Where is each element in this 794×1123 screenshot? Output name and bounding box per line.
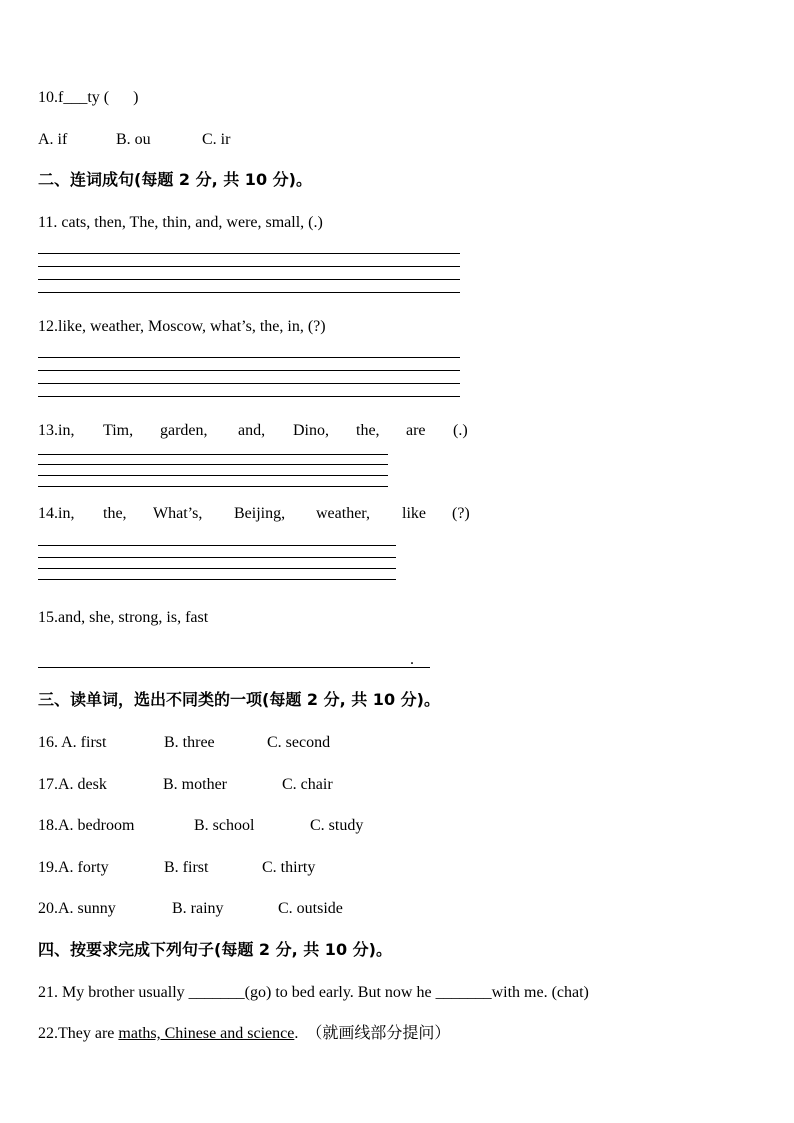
q14-word: What’s, (153, 505, 203, 522)
section-2-heading: 二、连词成句(每题 2 分, 共 10 分)。 (38, 170, 312, 189)
q13-writing-line[interactable] (38, 454, 388, 455)
q11-writing-line[interactable] (38, 253, 460, 254)
q11-prompt: 11. cats, then, The, thin, and, were, small, (.) (38, 214, 323, 231)
q13-writing-line[interactable] (38, 464, 388, 465)
q21-text: 21. My brother usually (38, 984, 189, 1001)
section-3-heading: 三、读单词，选出不同类的一项(每题 2 分, 共 10 分)。 (38, 690, 440, 709)
q14-word: weather, (316, 505, 370, 522)
q10-option-a: A. if (38, 131, 68, 148)
q12-prompt: 12.like, weather, Moscow, what’s, the, in, (?) (38, 318, 326, 335)
section-4-heading: 四、按要求完成下列句子(每题 2 分, 共 10 分)。 (38, 940, 392, 959)
q13-writing-line[interactable] (38, 475, 388, 476)
q18-option-c: C. study (310, 817, 364, 834)
q19-option-a: 19.A. forty (38, 859, 109, 876)
q22-underlined-part: maths, Chinese and science (118, 1025, 295, 1042)
q14-writing-line[interactable] (38, 579, 396, 580)
q13-word: garden, (160, 422, 208, 439)
q16-option-c: C. second (267, 734, 331, 751)
q12-writing-line[interactable] (38, 396, 460, 397)
q12-writing-line[interactable] (38, 370, 460, 371)
q18-option-a: 18.A. bedroom (38, 817, 135, 834)
q19-option-c: C. thirty (262, 859, 316, 876)
q15-answer-line[interactable] (38, 667, 430, 668)
q14-word: the, (103, 505, 127, 522)
q22-text: 22.They are (38, 1025, 119, 1042)
q11-writing-line[interactable] (38, 266, 460, 267)
q22-sentence (38, 1025, 450, 1043)
q12-writing-line[interactable] (38, 383, 460, 384)
q11-writing-line[interactable] (38, 279, 460, 280)
q12-writing-line[interactable] (38, 357, 460, 358)
q21-sentence (38, 984, 589, 1002)
q15-end-mark: . (410, 651, 414, 668)
q14-writing-line[interactable] (38, 568, 396, 569)
q14-word: 14.in, (38, 505, 75, 522)
q13-word: the, (356, 422, 380, 439)
q17-option-b: B. mother (163, 776, 227, 793)
q13-word: 13.in, (38, 422, 75, 439)
q14-writing-line[interactable] (38, 557, 396, 558)
q13-word: Tim, (103, 422, 134, 439)
q14-word: like (402, 505, 426, 522)
q14-word: Beijing, (234, 505, 286, 522)
q13-word: and, (238, 422, 266, 439)
q21-blank-1[interactable]: _______ (188, 984, 245, 1001)
q13-word: (.) (453, 422, 468, 439)
q21-blank-2[interactable]: _______ (435, 984, 492, 1001)
q20-option-c: C. outside (278, 900, 343, 917)
q17-option-a: 17.A. desk (38, 776, 107, 793)
q20-option-b: B. rainy (172, 900, 224, 917)
q17-option-c: C. chair (282, 776, 333, 793)
q10-stem: 10.f___ty ( ) (38, 89, 139, 106)
q18-option-b: B. school (194, 817, 255, 834)
q14-word: (?) (452, 505, 470, 522)
q20-option-a: 20.A. sunny (38, 900, 116, 917)
q21-text: (go) to bed early. But now he (244, 984, 436, 1001)
q21-text: with me. (chat) (491, 984, 589, 1001)
q10-option-b: B. ou (116, 131, 151, 148)
q13-word: are (406, 422, 426, 439)
q22-instruction: . （就画线部分提问） (294, 1025, 451, 1042)
q13-word: Dino, (293, 422, 329, 439)
q19-option-b: B. first (164, 859, 209, 876)
q16-option-b: B. three (164, 734, 215, 751)
q16-option-a: 16. A. first (38, 734, 107, 751)
q15-prompt: 15.and, she, strong, is, fast (38, 609, 209, 626)
q10-option-c: C. ir (202, 131, 231, 148)
q14-writing-line[interactable] (38, 545, 396, 546)
q11-writing-line[interactable] (38, 292, 460, 293)
q13-writing-line[interactable] (38, 486, 388, 487)
